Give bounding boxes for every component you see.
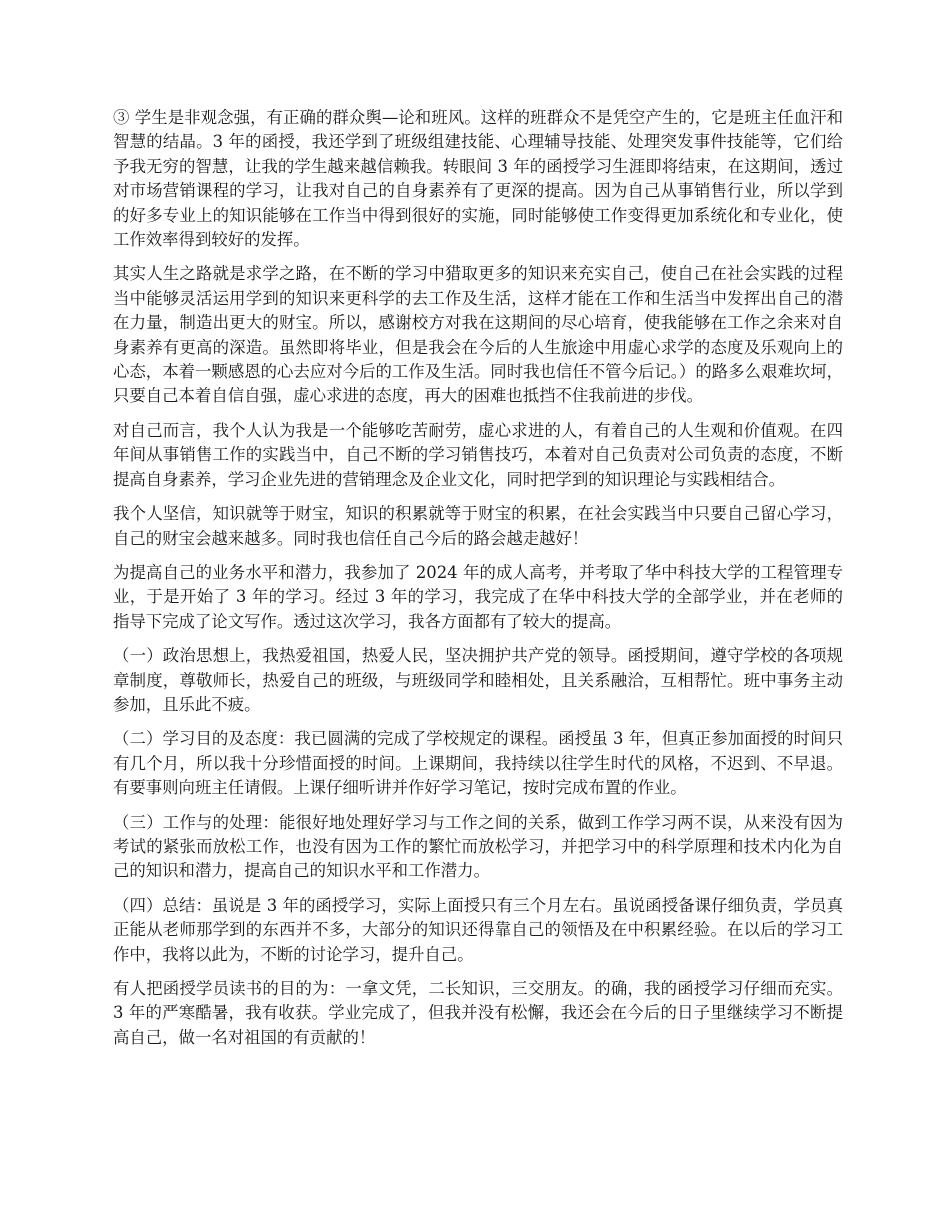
paragraph-10: 有人把函授学员读书的目的为：一拿文凭，二长知识，三交朋友。的确，我的函授学习仔细而充实。3 年的严寒酷暑，我有收获。学业完成了，但我并没有松懈，我还会在今后的日子里继续学习不断提高自己，做一名对祖国的有贡献的！ xyxy=(113,979,843,1047)
paragraph-6: （一）政治思想上，我热爱祖国，热爱人民，坚决拥护共产党的领导。函授期间，遵守学校的各项规章制度，尊敬师长，热爱自己的班级，与班级同学和睦相处，且关系融洽，互相帮忙。班中事务主动参加，且乐此不疲。 xyxy=(113,646,843,714)
paragraph-4: 我个人坚信，知识就等于财宝，知识的积累就等于财宝的积累，在社会实践当中只要自己留心学习，自己的财宝会越来越多。同时我也信任自己今后的路会越走越好！ xyxy=(113,504,843,548)
paragraph-1: ③ 学生是非观念强，有正确的群众舆—论和班风。这样的班群众不是凭空产生的，它是班主任血汗和智慧的结晶。3 年的函授，我还学到了班级组建技能、心理辅导技能、处理突发事件技能等，它们给予我无穷的智慧，让我的学生越来越信赖我。转眼间 3 年的函授学习生涯即将结束，在这期间，透过对市场营销课程的学习，让我对自己的自身素养有了更深的提高。因为自己从事销售行业，所以学到的好多专业上的知识能够在工作当中得到很好的实施，同时能够使工作变得更加系统化和专业化，使工作效率得到较好的发挥。 xyxy=(113,108,843,250)
paragraph-2: 其实人生之路就是求学之路，在不断的学习中猎取更多的知识来充实自己，使自己在社会实践的过程当中能够灵活运用学到的知识来更科学的去工作及生活，这样才能在工作和生活当中发挥出自己的潜在力量，制造出更大的财宝。所以，感谢校方对我在这期间的尽心培育，使我能够在工作之余来对自身素养有更高的深造。虽然即将毕业，但是我会在今后的人生旅途中用虚心求学的态度及乐观向上的心态，本着一颗感恩的心去应对今后的工作及生活。同时我也信任不管今后记。）的路多么艰难坎坷，只要自己本着自信自强，虚心求进的态度，再大的困难也抵挡不住我前进的步伐。 xyxy=(113,264,843,406)
paragraph-9: （四）总结：虽说是 3 年的函授学习，实际上面授只有三个月左右。虽说函授备课仔细负责，学员真正能从老师那学到的东西并不多，大部分的知识还得靠自己的领悟及在中积累经验。在以后的学习工作中，我将以此为，不断的讨论学习，提升自己。 xyxy=(113,895,843,964)
paragraph-5: 为提高自己的业务水平和潜力，我参加了 2024 年的成人高考，并考取了华中科技大学的工程管理专业，于是开始了 3 年的学习。经过 3 年的学习，我完成了在华中科技大学的全部学业，并在老师的指导下完成了论文写作。透过这次学习，我各方面都有了较大的提高。 xyxy=(113,562,843,631)
paragraph-7: （二）学习目的及态度：我已圆满的完成了学校规定的课程。函授虽 3 年，但真正参加面授的时间只有几个月，所以我十分珍惜面授的时间。上课期间，我持续以往学生时代的风格，不迟到、不早退。有要事则向班主任请假。上课仔细听讲并作好学习笔记，按时完成布置的作业。 xyxy=(113,729,843,798)
document-body xyxy=(113,106,843,1060)
paragraph-3: 对自己而言，我个人认为我是一个能够吃苦耐劳，虚心求进的人，有着自己的人生观和价值观。在四年间从事销售工作的实践当中，自己不断的学习销售技巧，本着对自己负责对公司负责的态度，不断提高自身素养，学习企业先进的营销理念及企业文化，同时把学到的知识理论与实践相结合。 xyxy=(113,420,843,489)
paragraph-8: （三）工作与的处理：能很好地处理好学习与工作之间的关系，做到工作学习两不误，从来没有因为考试的紧张而放松工作，也没有因为工作的繁忙而放松学习，并把学习中的科学原理和技术内化为自己的知识和潜力，提高自己的知识水平和工作潜力。 xyxy=(113,812,843,881)
